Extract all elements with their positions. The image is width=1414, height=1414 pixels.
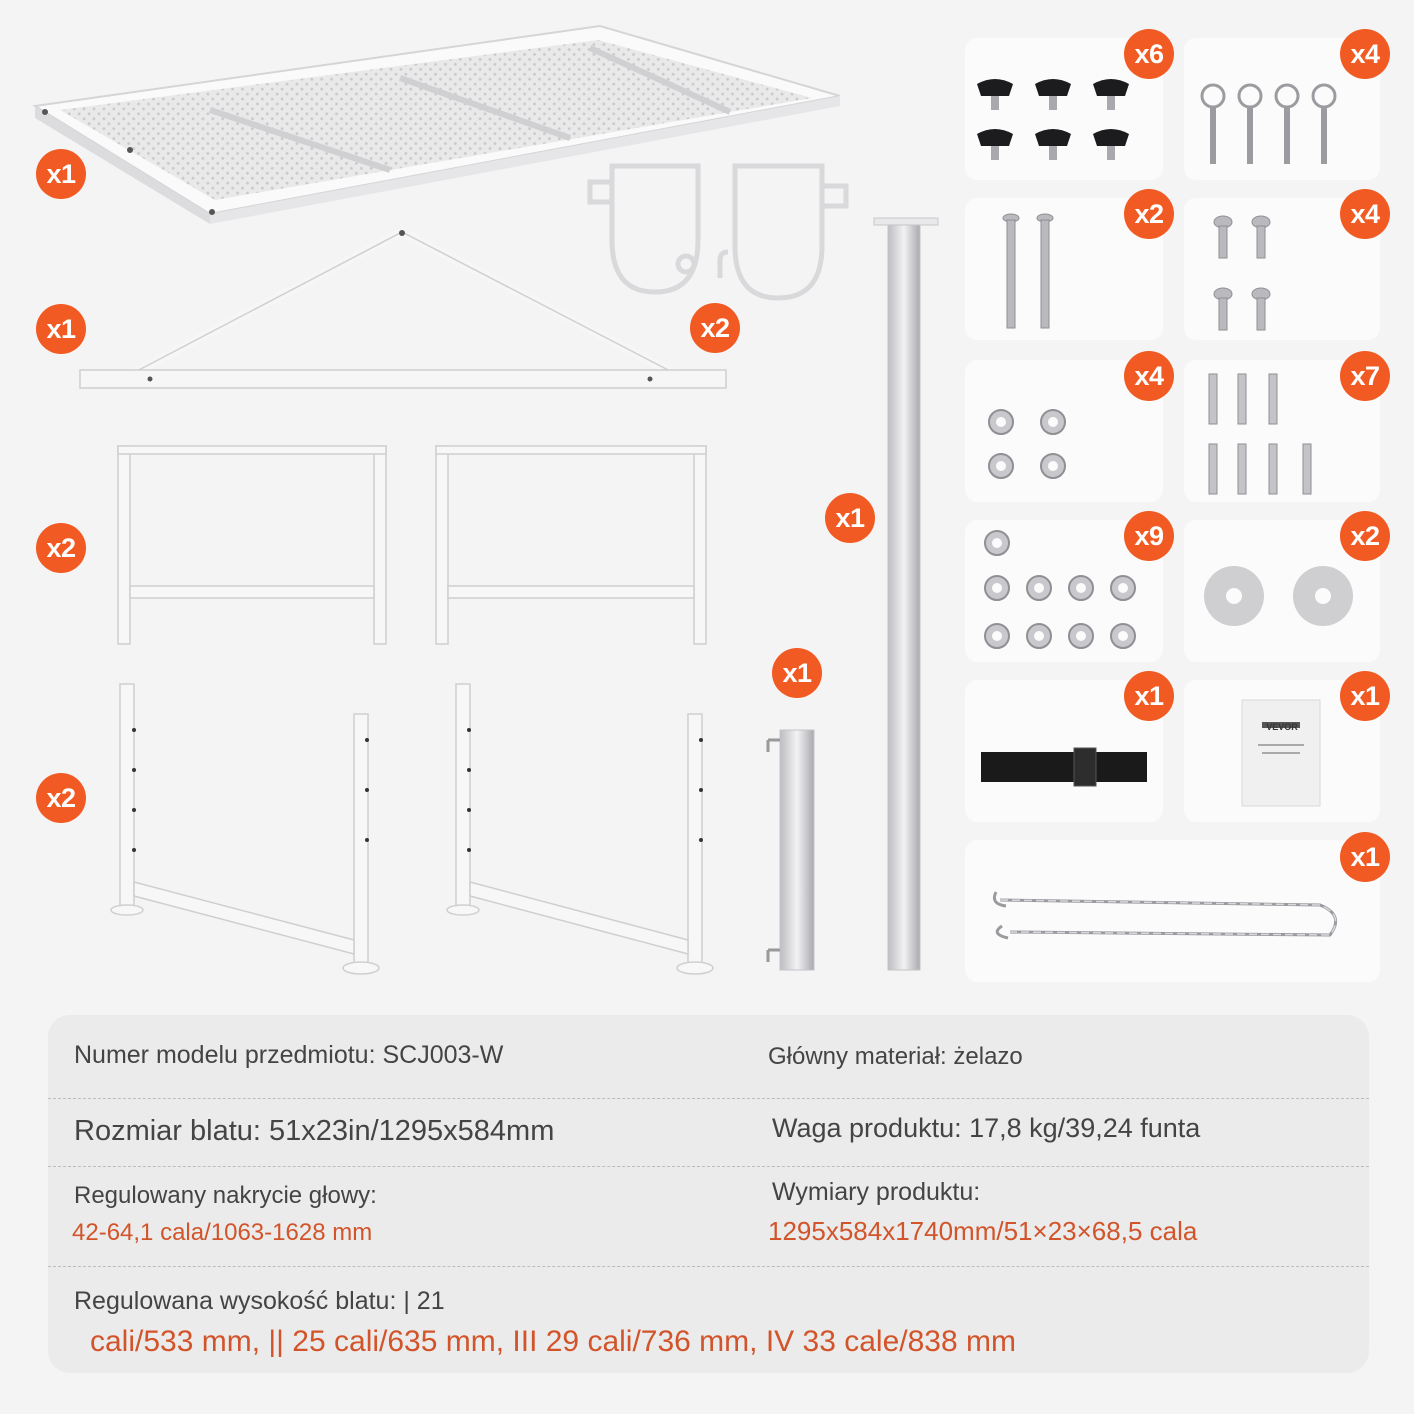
spec-divider <box>48 1266 1369 1267</box>
spec-dimensions-value: 1295x584x1740mm/51×23×68,5 cala <box>768 1216 1198 1246</box>
qty-badge-nuts-4: x4 <box>1124 351 1174 401</box>
qty-badge-mesh-top: x1 <box>36 149 86 199</box>
hardware-cards <box>965 38 1380 982</box>
arm-pole-icon <box>874 218 938 970</box>
qty-badge-short-bolts: x4 <box>1340 189 1390 239</box>
qty-badge-sleeve: x1 <box>772 648 822 698</box>
qty-badge-strap: x1 <box>1124 671 1174 721</box>
qty-badge-long-bolts: x2 <box>1124 189 1174 239</box>
qty-badge-knobs: x6 <box>1124 29 1174 79</box>
spec-weight: Waga produktu: 17,8 kg/39,24 funta <box>772 1113 1201 1143</box>
qty-badge-triangle-brace: x1 <box>36 304 86 354</box>
manual-icon <box>1242 700 1320 806</box>
spec-headroom-label: Regulowany nakrycie głowy: <box>74 1182 377 1209</box>
spec-divider <box>48 1166 1369 1167</box>
manual-brand-label: VEVOR <box>1266 722 1298 732</box>
spec-top-size: Rozmiar blatu: 51x23in/1295x584mm <box>74 1115 555 1147</box>
spec-headroom-value: 42-64,1 cala/1063-1628 mm <box>72 1219 373 1246</box>
spec-height-value: cali/533 mm, || 25 cali/635 mm, III 29 cali/736 mm, IV 33 cale/838 mm <box>90 1325 1016 1358</box>
qty-badge-nuts-9: x9 <box>1124 511 1174 561</box>
qty-badge-chain: x1 <box>1340 832 1390 882</box>
spec-height-label: Regulowana wysokość blatu: | 21 <box>74 1287 445 1315</box>
strap-icon <box>981 748 1147 786</box>
triangle-brace-icon <box>80 230 726 388</box>
qty-badge-hoop-brackets: x2 <box>690 303 740 353</box>
upper-frame-icon <box>118 446 706 644</box>
spec-divider <box>48 1098 1369 1099</box>
qty-badge-washers: x2 <box>1340 511 1390 561</box>
spec-dimensions-label: Wymiary produktu: <box>772 1178 981 1206</box>
mesh-tabletop-icon <box>35 26 840 224</box>
spec-panel <box>48 1015 1369 1373</box>
leg-frame-icon <box>111 684 713 974</box>
qty-badge-manual: x1 <box>1340 671 1390 721</box>
sleeve-tube-icon <box>768 730 814 970</box>
qty-badge-screws-7: x7 <box>1340 351 1390 401</box>
spec-material: Główny materiał: żelazo <box>768 1043 1023 1070</box>
qty-badge-ring-pins: x4 <box>1340 29 1390 79</box>
hoop-bracket-icon <box>590 166 846 298</box>
qty-badge-leg-frames: x2 <box>36 773 86 823</box>
qty-badge-upper-frames: x2 <box>36 523 86 573</box>
qty-badge-long-pole: x1 <box>825 493 875 543</box>
spec-model: Numer modelu przedmiotu: SCJ003-W <box>74 1041 504 1069</box>
